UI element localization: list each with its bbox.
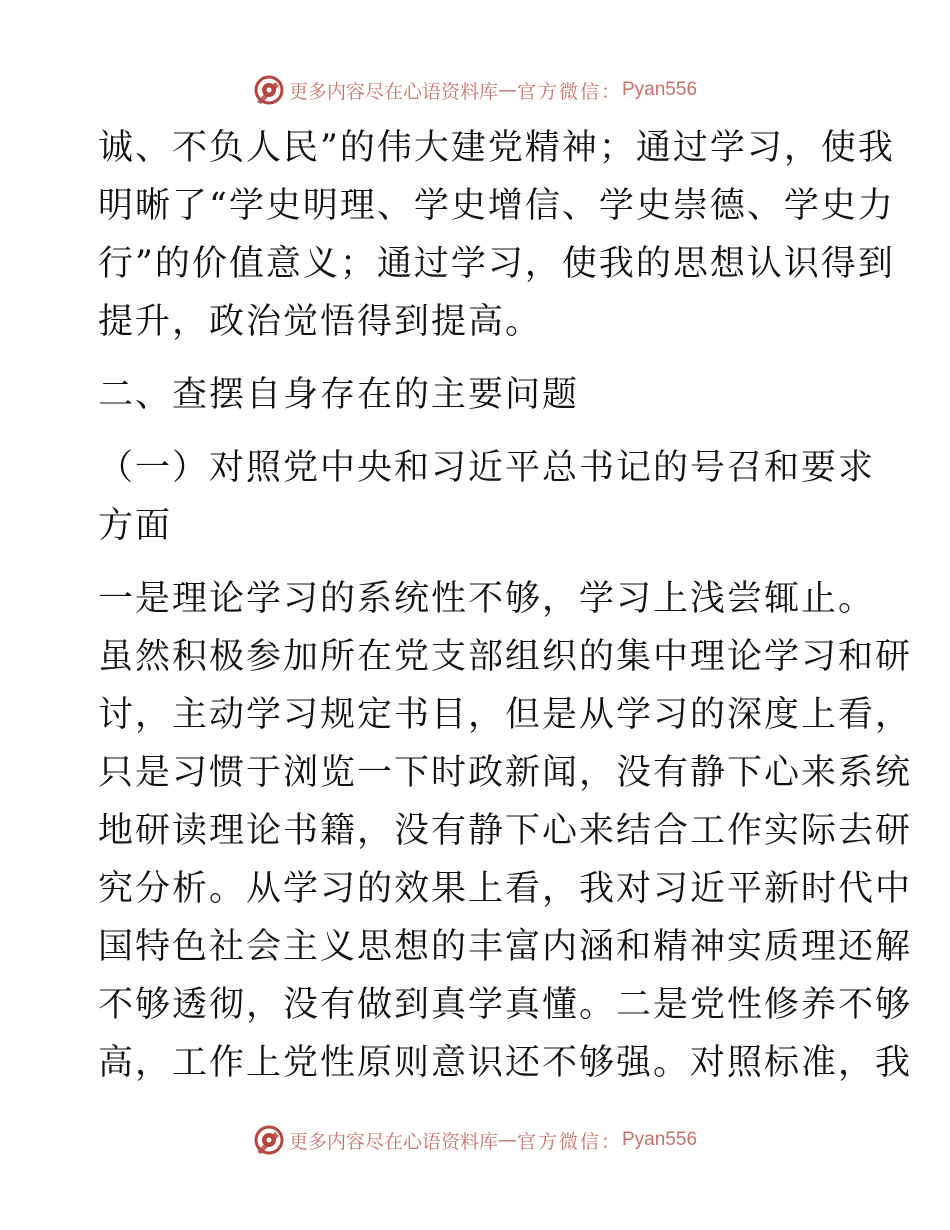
body-line: 虽然积极参加所在党支部组织的集中理论学习和研 xyxy=(98,637,913,677)
body-line: 究分析。从学习的效果上看，我对习近平新时代中 xyxy=(98,869,913,909)
body-line: 诚、不负人民”的伟大建党精神；通过学习，使我 xyxy=(98,128,895,168)
body-line: 讨，主动学习规定书目，但是从学习的深度上看， xyxy=(98,695,913,735)
banner-dash: — xyxy=(497,79,517,101)
pen-logo-icon xyxy=(253,1124,285,1156)
subsection-heading: （一）对照党中央和习近平总书记的号召和要求 xyxy=(98,448,876,488)
body-line: 国特色社会主义思想的丰富内涵和精神实质理还解 xyxy=(98,927,913,967)
body-line: 一是理论学习的系统性不够，学习上浅尝辄止。 xyxy=(98,579,876,619)
banner-wechat-label: 官方微信： xyxy=(516,80,622,103)
body-line: 行”的价值意义；通过学习，使我的思想认识得到 xyxy=(98,244,895,284)
body-line: 只是习惯于浏览一下时政新闻，没有静下心来系统 xyxy=(98,753,913,793)
banner-slogan: 更多内容尽在心语资料库 xyxy=(288,1130,498,1153)
banner-wechat-label: 官方微信： xyxy=(516,1130,622,1153)
body-line: 提升，政治觉悟得到提高。 xyxy=(98,302,543,342)
body-line: 不够透彻，没有做到真学真懂。二是党性修养不够 xyxy=(98,985,913,1025)
banner-wechat-id: Pyan556 xyxy=(622,1129,698,1150)
header-banner xyxy=(0,70,950,110)
document-body xyxy=(98,120,913,1110)
banner-dash: — xyxy=(497,1129,517,1151)
body-line: 高，工作上党性原则意识还不够强。对照标准，我 xyxy=(98,1043,913,1083)
pen-logo-icon xyxy=(253,74,285,106)
body-line: 地研读理论书籍，没有静下心来结合工作实际去研 xyxy=(98,811,913,851)
section-heading: 二、查摆自身存在的主要问题 xyxy=(98,375,580,415)
banner-wechat-id: Pyan556 xyxy=(622,79,698,100)
footer-banner xyxy=(0,1120,950,1160)
subsection-heading-cont: 方面 xyxy=(98,506,173,546)
body-line: 明晰了“学史明理、学史增信、学史崇德、学史力 xyxy=(98,186,895,226)
banner-slogan: 更多内容尽在心语资料库 xyxy=(288,80,498,103)
